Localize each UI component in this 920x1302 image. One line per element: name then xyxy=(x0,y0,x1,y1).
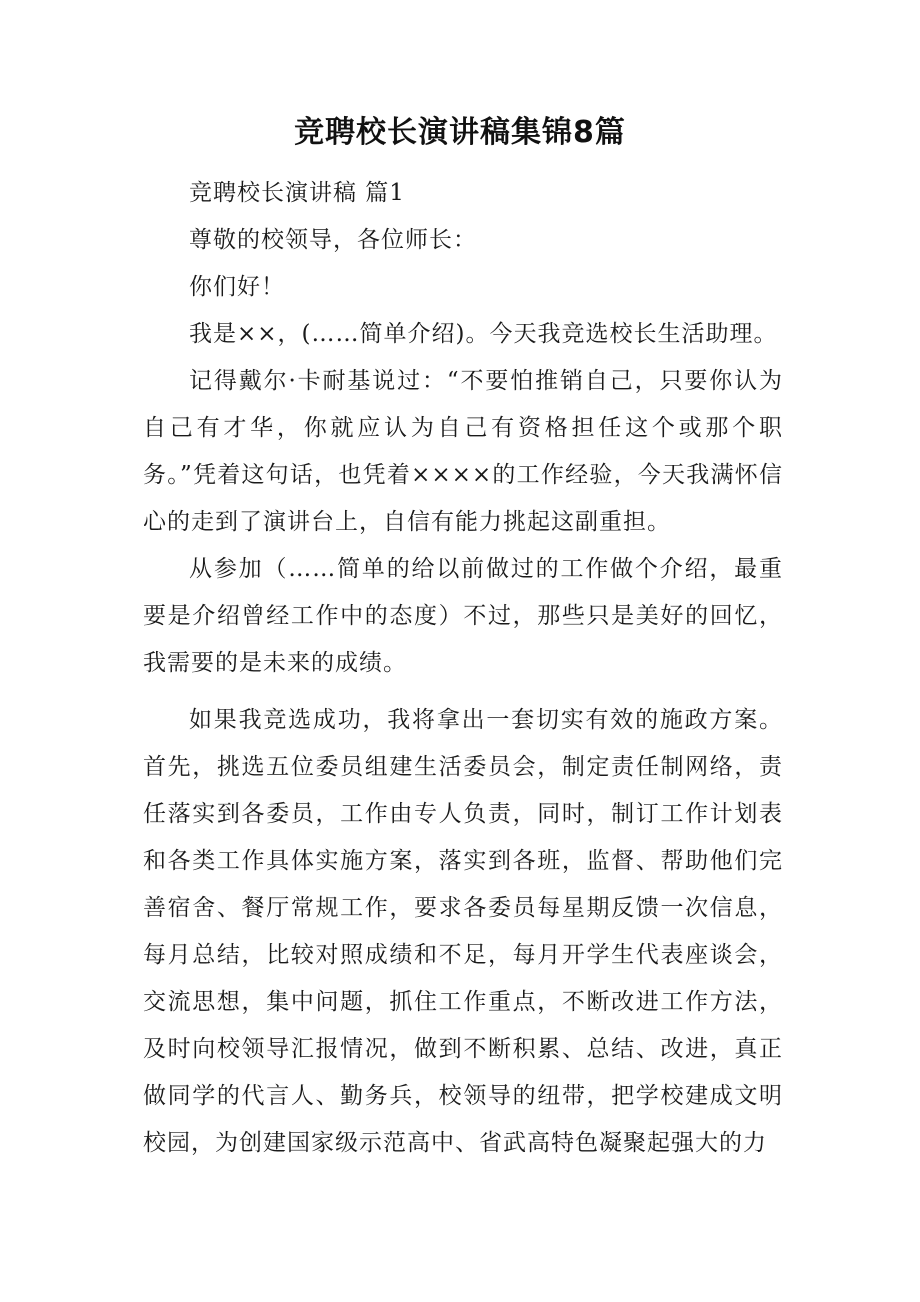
document-title: 竞聘校长演讲稿集锦8篇 xyxy=(294,115,626,150)
greeting: 你们好！ xyxy=(189,274,285,300)
section-heading: 竞聘校长演讲稿 篇1 xyxy=(189,180,405,206)
introduction-paragraph: 我是××，(……简单介绍)。今天我竞选校长生活助理。 xyxy=(189,321,778,347)
experience-paragraph: 从参加（……简单的给以前做过的工作做个介绍，最重要是介绍曾经工作中的态度）不过，那些只是美好的回忆，我需要的是未来的成绩。 xyxy=(143,556,783,676)
quote-paragraph: 记得戴尔·卡耐基说过：“不要怕推销自己，只要你认为自己有才华，你就应认为自己有资格担任这个或那个职务。”凭着这句话，也凭着××××的工作经验，今天我满怀信心的走到了演讲台上，自信有能力挑起这副重担。 xyxy=(143,368,783,535)
salutation: 尊敬的校领导，各位师长： xyxy=(189,227,477,253)
document-body xyxy=(143,170,783,1167)
plan-paragraph: 如果我竞选成功，我将拿出一套切实有效的施政方案。首先，挑选五位委员组建生活委员会，制定责任制网络，责任落实到各委员，工作由专人负责，同时，制订工作计划表和各类工作具体实施方案，落实到各班，监督、帮助他们完善宿舍、餐厅常规工作，要求各委员每星期反馈一次信息，每月总结，比较对照成绩和不足，每月开学生代表座谈会，交流思想，集中问题，抓住工作重点，不断改进工作方法，及时向校领导汇报情况，做到不断积累、总结、改进，真正做同学的代言人、勤务兵，校领导的纽带，把学校建成文明校园，为创建国家级示范高中、省武高特色凝聚起强大的力 xyxy=(143,707,783,1156)
